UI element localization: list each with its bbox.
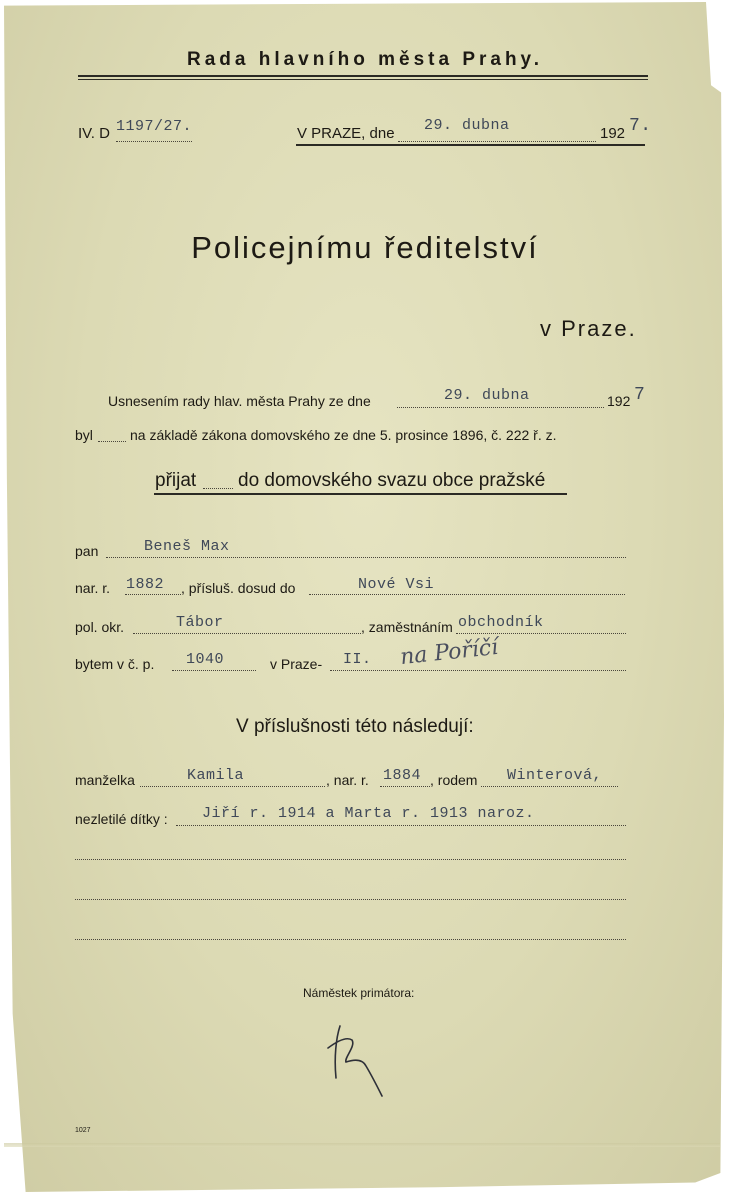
children-label: nezletilé dítky : bbox=[75, 811, 168, 827]
place-label: V PRAZE, dne bbox=[297, 125, 395, 142]
resolution-date: 29. dubna bbox=[444, 387, 530, 404]
residence-number: 1040 bbox=[186, 651, 225, 668]
resolution-byl: byl bbox=[75, 427, 93, 443]
blank-line-3 bbox=[75, 939, 626, 940]
children-value: Jiří r. 1914 a Marta r. 1913 naroz. bbox=[202, 805, 535, 822]
wife-label: manželka bbox=[75, 772, 135, 788]
occupation-label: , zaměstnáním bbox=[361, 619, 453, 635]
wife-name: Kamila bbox=[187, 767, 245, 784]
residence-label: bytem v č. p. bbox=[75, 656, 155, 672]
residence-city-value: II. bbox=[343, 651, 372, 668]
district-value: Tábor bbox=[176, 614, 224, 631]
year-suffix: 7. bbox=[629, 116, 652, 136]
wife-born-year: 1884 bbox=[383, 767, 422, 784]
header-rule-bottom bbox=[78, 79, 648, 80]
belong-label: , přísluš. dosud do bbox=[181, 580, 296, 596]
residence-city-label: v Praze- bbox=[270, 656, 323, 672]
addressee-title: Policejnímu ředitelství bbox=[191, 230, 539, 265]
blank-line-1 bbox=[75, 859, 626, 860]
reference-value: 1197/27. bbox=[116, 118, 193, 135]
wife-maiden-label: , rodem bbox=[430, 772, 478, 788]
occupation-value: obchodník bbox=[458, 614, 544, 631]
born-label: nar. r. bbox=[75, 580, 111, 596]
handwritten-signature bbox=[322, 1018, 392, 1108]
resolution-line1: Usnesením rady hlav. města Prahy ze dne bbox=[108, 393, 371, 409]
wife-maiden-value: Winterová, bbox=[507, 767, 603, 784]
form-number: 1027 bbox=[75, 1127, 91, 1134]
council-heading: Rada hlavního města Prahy. bbox=[186, 49, 543, 70]
person-name: Beneš Max bbox=[144, 538, 230, 555]
date-underline bbox=[296, 144, 645, 146]
followers-heading: V příslušnosti této následují: bbox=[236, 716, 474, 737]
header-rule-top bbox=[78, 75, 648, 77]
year-prefix: 192 bbox=[600, 125, 626, 142]
blank-line-2 bbox=[75, 899, 626, 900]
accepted-underline bbox=[154, 493, 567, 495]
accepted-word: přijat bbox=[155, 470, 197, 491]
born-year: 1882 bbox=[126, 576, 165, 593]
district-label: pol. okr. bbox=[75, 619, 125, 635]
residence-handwritten: na Poříčí bbox=[398, 634, 500, 671]
pan-label: pan bbox=[75, 543, 99, 559]
resolution-line2: na základě zákona domovského ze dne 5. prosince 1896, č. 222 ř. z. bbox=[130, 427, 557, 443]
accepted-text: do domovského svazu obce pražské bbox=[238, 470, 546, 491]
addressee-city: v Praze. bbox=[540, 316, 637, 341]
belong-value: Nové Vsi bbox=[358, 576, 435, 593]
document-paper bbox=[4, 2, 724, 1192]
reference-label: IV. D bbox=[78, 125, 110, 142]
signature-label: Náměstek primátora: bbox=[303, 986, 415, 1000]
paper-fold bbox=[4, 1143, 720, 1147]
date-value: 29. dubna bbox=[424, 117, 510, 134]
wife-born-label: , nar. r. bbox=[326, 772, 369, 788]
resolution-year-suffix: 7 bbox=[634, 385, 646, 405]
resolution-year-prefix: 192 bbox=[607, 393, 631, 409]
